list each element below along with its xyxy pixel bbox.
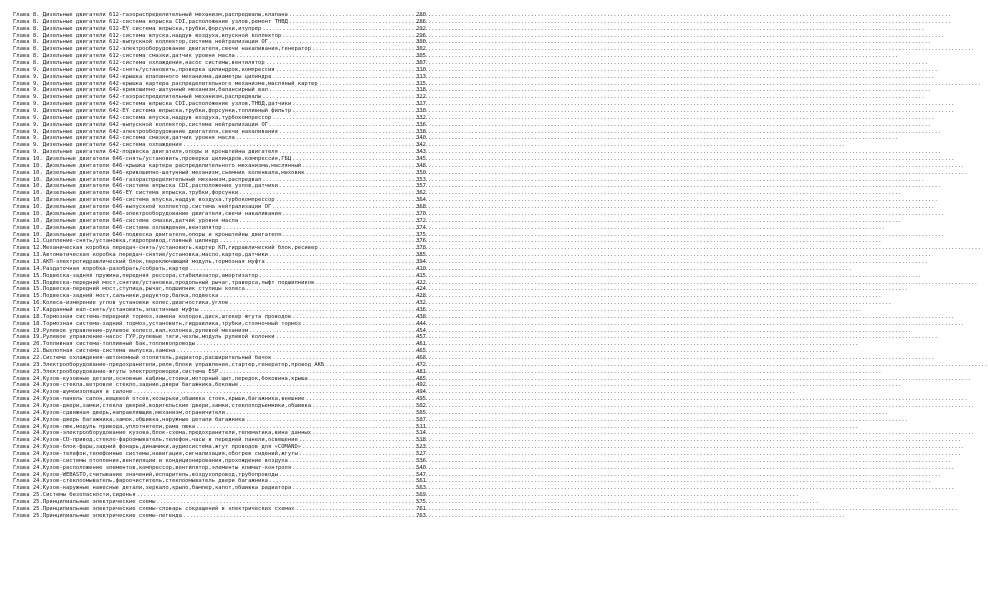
toc-entry-title: Глава 10. Дизельные двигатели 646-система смазки,датчик уровня масла: [13, 217, 239, 224]
toc-entry-title: Глава 10. Дизельные двигатели 646-выпускной коллектор,система нейтрализации ОГ: [13, 204, 272, 211]
toc-entry[interactable]: [13, 218, 426, 225]
toc-leader-dots: [219, 293, 413, 300]
toc-entry[interactable]: [13, 177, 426, 184]
toc-entry[interactable]: [13, 122, 426, 129]
toc-entry-page-number: 514: [416, 430, 426, 437]
toc-entry-page-number: 342: [416, 142, 426, 149]
toc-entry-title: Глава 24.Кузов-панель салон,вещевой отсек,козырьки,обшивка стоек,крыши,багажника,внешние: [13, 396, 305, 403]
toc-entry-title: Глава 24.Кузов-наружные навесные детали,зеркало,крыло,бампер,капот,обшивка радиатора: [13, 485, 292, 492]
toc-entry-title: Глава 9. Дизельные двигатели 642-выпускной коллектор,система нейтрализации ОГ: [13, 121, 268, 128]
toc-entry-title: Глава 9. Дизельные двигатели 642-крышка клапанного механизма,диаметры цилиндра: [13, 73, 272, 80]
toc-entry[interactable]: [13, 26, 426, 33]
toc-leader-dots: [279, 472, 413, 479]
toc-leader-dots: [309, 376, 413, 383]
toc-entry-page-number: 353: [416, 176, 426, 183]
toc-entry-page-number: 340: [416, 135, 426, 142]
toc-leader-dots: [292, 465, 413, 472]
toc-entry[interactable]: [13, 328, 426, 335]
toc-entry[interactable]: [13, 396, 426, 403]
toc-entry-title: Глава 8. Дизельные двигатели 612-система впуска,наддув воздуха,впускной коллектор: [13, 32, 282, 39]
toc-entry-title: Глава 24.Кузов-стекла,ветровое стекло,задние,двери багажника,боковые: [13, 382, 239, 389]
toc-entry-page-number: 454: [416, 327, 426, 334]
toc-entry[interactable]: [13, 53, 426, 60]
toc-entry-page-number: 540: [416, 464, 426, 471]
toc-entry-title: Глава 15.Подвеска-передний мост,ступица,рычаг,подшипник ступицы колеса: [13, 286, 245, 293]
toc-entry-page-number: 511: [416, 423, 426, 430]
toc-entry-page-number: 485: [416, 375, 426, 382]
toc-entry[interactable]: [13, 362, 426, 369]
toc-leader-dots: [312, 46, 413, 53]
toc-entry-page-number: 376: [416, 238, 426, 245]
toc-entry[interactable]: [13, 444, 426, 451]
toc-entry-title: Глава 10. Дизельные двигатели 646-EY система впрыска,трубки,форсунки: [13, 190, 239, 197]
toc-entry-page-number: 428: [416, 293, 426, 300]
toc-entry[interactable]: [13, 67, 426, 74]
toc-entry-title: Глава 10. Дизельные двигатели 646-крышка картера распределительного механизма,маслянный: [13, 162, 302, 169]
toc-entry-title: Глава 9. Дизельные двигатели 642-кривошипно-шатунный механизм,балансирный вал: [13, 87, 268, 94]
toc-leader-dots: [246, 286, 413, 293]
toc-entry[interactable]: [13, 355, 426, 362]
toc-leader-dots: [239, 382, 413, 389]
toc-leader-dots: [279, 129, 413, 136]
toc-entry[interactable]: [13, 211, 426, 218]
toc-entry-title: Глава 10. Дизельные двигатели 646-система впрыска CDI,расположение узлов,датчики: [13, 183, 278, 190]
toc-leader-dots: [223, 225, 413, 232]
toc-entry-title: Глава 13.АКП-электрогидравлический блок,переключающий модуль,тормозная муфта: [13, 258, 265, 265]
toc-entry[interactable]: [13, 280, 426, 287]
toc-entry-page-number: 465: [416, 348, 426, 355]
toc-leader-dots: [249, 328, 413, 335]
toc-entry-page-number: 394: [416, 258, 426, 265]
toc-entry[interactable]: [13, 430, 426, 437]
toc-leader-dots: [276, 334, 413, 341]
toc-entry[interactable]: [13, 252, 426, 259]
toc-leader-dots: [266, 259, 413, 266]
toc-entry-page-number: 536: [416, 457, 426, 464]
toc-leader-dots: [299, 451, 413, 458]
toc-entry-page-number: 302: [416, 46, 426, 53]
toc-entry-page-number: 523: [416, 444, 426, 451]
toc-entry-page-number: 424: [416, 286, 426, 293]
toc-entry[interactable]: [13, 129, 426, 136]
toc-entry-title: Глава 15.Подвеска-задний мост,сальники,редуктор,балка,подвеска: [13, 293, 219, 300]
toc-entry[interactable]: [13, 163, 426, 170]
toc-entry-page-number: 357: [416, 183, 426, 190]
toc-entry[interactable]: [13, 307, 426, 314]
toc-leader-dots: [226, 410, 413, 417]
toc-entry-page-number: 385: [416, 252, 426, 259]
toc-entry-page-number: 561: [416, 478, 426, 485]
toc-leader-dots: [246, 417, 413, 424]
toc-leader-dots: [279, 183, 413, 190]
toc-entry[interactable]: [13, 321, 426, 328]
toc-leader-dots: [272, 74, 413, 81]
toc-entry-title: Глава 8. Дизельные двигатели 612-система смазки,датчик уровня масла: [13, 53, 235, 60]
toc-leader-dots: [292, 101, 413, 108]
toc-leader-dots: [292, 314, 413, 321]
toc-entry-page-number: 305: [416, 53, 426, 60]
toc-entry-title: Глава 24.Кузов-блок-фары,задний фонарь,динамики,аудиосистема,жгут проводов для «COMAND»: [13, 444, 302, 451]
toc-leader-dots: [312, 403, 413, 410]
toc-entry-title: Глава 24.Кузов-люк,модуль привода,уплотнители,рама люка: [13, 423, 196, 430]
toc-entry[interactable]: [13, 87, 426, 94]
toc-leader-dots: [266, 60, 413, 67]
toc-leader-dots: [236, 135, 413, 142]
toc-entry[interactable]: [13, 74, 426, 81]
toc-leader-dots: [219, 369, 413, 376]
toc-entry[interactable]: [13, 19, 426, 26]
toc-leader-dots: [276, 197, 413, 204]
toc-entry[interactable]: [13, 465, 426, 472]
toc-entry[interactable]: [13, 170, 426, 177]
toc-entry-title: Глава 10. Дизельные двигатели 646-электрооборудование двигателя,свечи накаливания: [13, 210, 282, 217]
toc-entry-title: Глава 25.Системы безопасности,сиденья: [13, 492, 136, 499]
toc-entry[interactable]: [13, 232, 426, 239]
toc-entry-page-number: 468: [416, 354, 426, 361]
toc-entry[interactable]: [13, 293, 426, 300]
toc-entry-title: Глава 8. Дизельные двигатели 612-электрооборудование двигателя,свечи накаливания,генератор: [13, 46, 312, 53]
toc-entry-title: Глава 18.Тормозная система-задний тормоз,установить,гидравлика,трубки,стояночный тормоз: [13, 320, 302, 327]
toc-leader-dots: [156, 499, 413, 506]
toc-entry-title: Глава 15.Подвеска-передний мост,снятие/установка,продольный рычаг,траверса,пыфт подшипников: [13, 279, 315, 286]
toc-entry-title: Глава 14.Раздаточная коробка-разобрать/собрать,картер: [13, 265, 189, 272]
toc-entry-title: Глава 9. Дизельные двигатели 642-EY система впрыска,трубки,форсунки,топливный фильтр: [13, 108, 292, 115]
toc-entry-page-number: 481: [416, 368, 426, 375]
toc-leader-dots: [292, 156, 413, 163]
toc-entry[interactable]: [13, 94, 426, 101]
toc-entry-title: Глава 24.Кузов-дверь багажника,замок,обшивка,наружные детали багажника: [13, 416, 245, 423]
toc-leader-dots: [292, 108, 413, 115]
toc-entry-page-number: 327: [416, 101, 426, 108]
toc-leader-dots: [282, 33, 413, 40]
toc-entry-page-number: 444: [416, 320, 426, 327]
toc-entry[interactable]: [13, 273, 426, 280]
toc-leader-dots: [312, 430, 413, 437]
toc-entry[interactable]: [13, 300, 426, 307]
toc-leader-dots: [137, 492, 413, 499]
toc-entry-page-number: 505: [416, 409, 426, 416]
toc-entry-title: Глава 24.Кузов-WEBASTO,считывание значений,испаритель,воздухопровод,трубопроводы: [13, 471, 278, 478]
toc-leader-dots: [176, 348, 413, 355]
toc-leader-dots: [325, 362, 413, 369]
toc-entry-page-number: 336: [416, 121, 426, 128]
toc-leader-dots: [302, 321, 413, 328]
toc-entry[interactable]: [13, 403, 426, 410]
toc-entry-page-number: 495: [416, 396, 426, 403]
toc-entry-page-number: 286: [416, 18, 426, 25]
toc-entry-title: Глава 23.Электрооборудование-предохранители,реле,блоки управления,стартер,генератор,провод АКБ: [13, 361, 325, 368]
toc-entry-page-number: 422: [416, 279, 426, 286]
toc-entry-title: Глава 10. Дизельные двигатели 646-подвеска двигателя,опоры и кронштейны двигателя: [13, 231, 282, 238]
toc-entry-page-number: 415: [416, 272, 426, 279]
toc-entry-title: Глава 8. Дизельные двигатели 612-система впрыска CDI,расположение узлов,ремонт ТНВД: [13, 18, 288, 25]
toc-entry-page-number: 461: [416, 341, 426, 348]
toc-entry[interactable]: [13, 204, 426, 211]
toc-leader-dots: [269, 87, 413, 94]
toc-leader-dots: [199, 307, 413, 314]
toc-entry[interactable]: [13, 135, 426, 142]
toc-entry-title: Глава 9. Дизельные двигатели 642-газораспределительный механизм,распредвалы: [13, 94, 262, 101]
toc-entry-page-number: 330: [416, 108, 426, 115]
toc-entry-title: Глава 11.Сцепление-снять/установка,гидропривод,главный цилиндр: [13, 238, 219, 245]
toc-entry-title: Глава 17.Карданный вал-снять/установить,эластичные муфты: [13, 306, 199, 313]
toc-entry-page-number: 432: [416, 300, 426, 307]
toc-entry[interactable]: [13, 369, 426, 376]
toc-entry-page-number: 307: [416, 60, 426, 67]
toc-entry-title: Глава 8. Дизельные двигатели 612-газораспределительный механизм,распредвалы,клапана: [13, 12, 288, 18]
toc-entry-page-number: 763: [416, 512, 426, 519]
toc-leader-dots: [279, 149, 413, 156]
toc-entry-page-number: 494: [416, 389, 426, 396]
toc-leader-dots: [276, 67, 413, 74]
toc-entry-title: Глава 9. Дизельные двигатели 642-система впуска,наддув воздуха,турбокомпрессор: [13, 114, 272, 121]
toc-entry-page-number: 502: [416, 402, 426, 409]
toc-entry-title: Глава 10. Дизельные двигатели 646-система охлаждения,вентилятор: [13, 224, 222, 231]
toc-entry-title: Глава 9. Дизельные двигатели 642-крышка картера распределительного механизма,масляный картер: [13, 80, 318, 87]
toc-entry-title: Глава 24.Кузов-стеклоомыватель,фароочиститель,стеклоомыватель двери багажника: [13, 478, 268, 485]
toc-entry-page-number: 368: [416, 204, 426, 211]
toc-entry-title: Глава 19.Рулевое управление-насос ГУР,рулевые тяги,чехлы,модуль рулевой колонки: [13, 334, 275, 341]
toc-entry-page-number: 313: [416, 73, 426, 80]
toc-entry[interactable]: [13, 60, 426, 67]
toc-leader-dots: [305, 396, 413, 403]
toc-leader-dots: [289, 458, 413, 465]
toc-entry-title: Глава 9. Дизельные двигатели 642-система смазки,датчик уровня масла: [13, 135, 235, 142]
toc-leader-dots: [269, 252, 413, 259]
toc-entry-title: Глава 25.Принципиальные электрические схемы-словарь сокращений в электрических схемах: [13, 505, 295, 512]
toc-entry-title: Глава 25.Принципиальные электрические схемы: [13, 499, 156, 506]
toc-entry-page-number: 569: [416, 492, 426, 499]
toc-entry-page-number: 372: [416, 217, 426, 224]
toc-entry-title: Глава 16.Колеса-измерение углов установки колес,диагностика,углов: [13, 300, 229, 307]
toc-entry-title: Глава 9. Дизельные двигатели 642-подвеска двигателя,опоры и кронштейны двигателя: [13, 149, 278, 156]
toc-leader-dots: [269, 122, 413, 129]
toc-leader-dots: [302, 163, 413, 170]
toc-entry-page-number: 563: [416, 485, 426, 492]
toc-entry-page-number: 348: [416, 162, 426, 169]
toc-entry-title: Глава 10. Дизельные двигатели 646-снять/установить,проверка цилиндров,компрессия,ГБЦ: [13, 156, 292, 163]
toc-entry-page-number: 280: [416, 12, 426, 18]
toc-leader-dots: [272, 115, 413, 122]
toc-leader-dots: [319, 81, 413, 88]
toc-leader-dots: [319, 245, 413, 252]
toc-entry-page-number: 527: [416, 451, 426, 457]
toc-entry[interactable]: [13, 259, 426, 266]
toc-entry-title: Глава 10. Дизельные двигатели 646-система впуска,наддув воздуха,турбокомпрессор: [13, 197, 275, 204]
toc-entry-page-number: 518: [416, 437, 426, 444]
toc-entry-page-number: 364: [416, 197, 426, 204]
toc-entry-title: Глава 24.Кузов-CD-привод,стекло-фароомыватель,телефон,часы в передней панели,освещение: [13, 437, 298, 444]
toc-entry-title: Глава 24.Кузов-сдвижная дверь,направляющие,механизм,ограничители: [13, 409, 225, 416]
toc-leader-dots: [272, 204, 413, 211]
toc-leader-dots: [295, 506, 413, 513]
toc-entry[interactable]: [13, 101, 426, 108]
toc-leader-dots: [190, 266, 414, 273]
toc-leader-dots: [236, 53, 413, 60]
toc-leader-dots: [292, 485, 413, 492]
toc-entry-page-number: 457: [416, 334, 426, 341]
toc-leader-dots: [183, 513, 413, 520]
toc-leader-dots: [315, 280, 413, 287]
toc-entry-title: Глава 9. Дизельные двигатели 642-система охлаждения: [13, 142, 182, 149]
toc-entry-page-number: 378: [416, 245, 426, 252]
toc-entry-page-number: 438: [416, 313, 426, 320]
toc-entry-page-number: 375: [416, 231, 426, 238]
toc-entry-title: Глава 24.Кузов-телефон,телефонные системы,навигация,сигнализация,обогрев сидений,жгуты: [13, 451, 298, 457]
toc-leader-dots: [183, 142, 413, 149]
toc-entry-page-number: 350: [416, 169, 426, 176]
toc-entry-title: Глава 19.Рулевое управление-рулевое колесо,вал,колонка,рулевой механизм: [13, 327, 249, 334]
toc-entry-page-number: 318: [416, 87, 426, 94]
toc-entry[interactable]: [13, 506, 426, 513]
toc-entry-title: Глава 18.Тормозная система-передний тормоз,замена колодок,диск,штекер жгута проводов: [13, 313, 292, 320]
toc-entry-page-number: 338: [416, 128, 426, 135]
toc-leader-dots: [282, 211, 413, 218]
toc-entry[interactable]: [13, 499, 426, 506]
toc-entry-page-number: 410: [416, 265, 426, 272]
toc-entry-title: Глава 24.Кузов-шумоизоляция в салоне: [13, 389, 133, 396]
toc-entry-title: Глава 8. Дизельные двигатели 612-система охлаждения,насос системы,вентилятор: [13, 60, 265, 67]
toc-leader-dots: [299, 437, 413, 444]
toc-entry-page-number: 507: [416, 416, 426, 423]
toc-entry-page-number: 343: [416, 149, 426, 156]
toc-entry[interactable]: [13, 46, 426, 53]
toc-leader-dots: [259, 273, 413, 280]
toc-entry[interactable]: [13, 142, 426, 149]
toc-entry[interactable]: [13, 156, 426, 163]
toc-entry-title: Глава 24.Кузов-системы отопления,вентиляции и кондиционирования,прохождение воздуха: [13, 457, 288, 464]
toc-entry-title: Глава 25.Принципиальные электрические схемы-легенда: [13, 512, 182, 519]
toc-entry-page-number: 761: [416, 505, 426, 512]
toc-entry-page-number: 374: [416, 224, 426, 231]
toc-entry[interactable]: [13, 225, 426, 232]
toc-leader-dots: [262, 26, 413, 33]
toc-entry-page-number: 370: [416, 210, 426, 217]
toc-entry-page-number: 492: [416, 382, 426, 389]
toc-entry-title: Глава 20.Топливная система-топливный бак,топливопроводы: [13, 341, 196, 348]
toc-entry-title: Глава 21.Выхлопная система-система выпуска,замена: [13, 348, 176, 355]
toc-entry[interactable]: [13, 149, 426, 156]
toc-entry-title: Глава 24.Кузов-двери,замки,стекла дверей,водительские двери,замки,стеклоподъемники,обшивка: [13, 402, 312, 409]
toc-entry[interactable]: [13, 492, 426, 499]
toc-entry-page-number: 310: [416, 66, 426, 73]
toc-leader-dots: [229, 300, 413, 307]
toc-entry[interactable]: [13, 513, 426, 520]
toc-entry-page-number: 300: [416, 39, 426, 46]
toc-entry-page-number: 345: [416, 156, 426, 163]
toc-entry-page-number: 575: [416, 499, 426, 506]
toc-entry-page-number: 292: [416, 25, 426, 32]
toc-entry-title: Глава 24.Кузов-электрооборудование кузова,блок-схема,предохранители,телематика,вина данных: [13, 430, 312, 437]
toc-entry[interactable]: [13, 348, 426, 355]
toc-entry[interactable]: [13, 341, 426, 348]
toc-leader-dots: [196, 341, 413, 348]
toc-entry[interactable]: [13, 314, 426, 321]
toc-entry[interactable]: [13, 12, 426, 19]
toc-leader-dots: [262, 177, 413, 184]
toc-entry-title: Глава 22.Система охлаждения-автономный отопитель,радиатор,расширительный бачок: [13, 354, 272, 361]
toc-entry[interactable]: [13, 451, 426, 458]
toc-leader-dots: [302, 444, 413, 451]
toc-entry-page-number: 436: [416, 306, 426, 313]
toc-entry[interactable]: [13, 266, 426, 273]
toc-entry-title: Глава 8. Дизельные двигатели 612-EY система впрыска,трубки,форсунки,итупрер: [13, 25, 262, 32]
toc-leader-dots: [289, 12, 413, 19]
toc-entry-title: Глава 23.Электрооборудование-жгуты электропроводки,система ESP: [13, 368, 219, 375]
toc-leader-dots: [239, 218, 413, 225]
toc-leader-dots: [262, 94, 413, 101]
toc-entry[interactable]: [13, 458, 426, 465]
toc-entry[interactable]: [13, 417, 426, 424]
toc-entry-page-number: 547: [416, 471, 426, 478]
toc-entry-title: Глава 15.Подвеска-задняя пружина,передняя рессора,стабилизатор,амортизатор: [13, 272, 259, 279]
toc-entry-page-number: 322: [416, 94, 426, 101]
toc-entry-title: Глава 10. Дизельные двигатели 646-газораспределительный механизм,распредвал: [13, 176, 262, 183]
toc-entry-page-number: 296: [416, 32, 426, 39]
toc-entry-page-number: 472: [416, 361, 426, 368]
toc-entry-title: Глава 9. Дизельные двигатели 642-электрооборудование двигателя,свечи накаливания: [13, 128, 278, 135]
toc-entry-page-number: 315: [416, 80, 426, 87]
toc-entry[interactable]: [13, 108, 426, 115]
toc-entry-title: Глава 9. Дизельные двигатели 642-система впрыска CDI,расположение узлов,ТНВД,датчики: [13, 101, 292, 108]
toc-entry-title: Глава 9. Дизельные двигатели 642-снять/установить,проверка цилиндров,компрессия: [13, 66, 275, 73]
toc-entry[interactable]: [13, 410, 426, 417]
toc-entry[interactable]: [13, 382, 426, 389]
toc-entry-title: Глава 12.Механическая коробка передач-снять/установить,картер КП,гидравлический блок,ресивер: [13, 245, 318, 252]
toc-leader-dots: [289, 19, 413, 26]
toc-entry-title: Глава 24.Кузов-расположение элементов,компрессор,вентилятор,элементы климат-контроля: [13, 464, 292, 471]
toc-entry[interactable]: [13, 115, 426, 122]
toc-entry-page-number: 362: [416, 190, 426, 197]
toc-entry-title: Глава 13.Автоматическая коробка передач-снятие/установка,масло,картер,датчики: [13, 252, 268, 259]
toc-entry-page-number: 332: [416, 114, 426, 121]
toc-leader-dots: [305, 170, 413, 177]
toc-entry[interactable]: [13, 33, 426, 40]
toc-entry-title: Глава 8. Дизельные двигатели 612-выпускной коллектор,система нейтрализации ОГ: [13, 39, 268, 46]
toc-entry-title: Глава 24.Кузов-кузовные детали,основные кабины,стоики,моторный щит,передок,боковина,крыша: [13, 375, 308, 382]
toc-leader-dots: [282, 232, 413, 239]
table-of-contents: [13, 12, 426, 520]
toc-entry[interactable]: [13, 197, 426, 204]
toc-leader-dots: [272, 355, 413, 362]
toc-entry-title: Глава 10. Дизельные двигатели 646-кривошипно-шатунный механизм,съемник коленвала,маховик: [13, 169, 305, 176]
